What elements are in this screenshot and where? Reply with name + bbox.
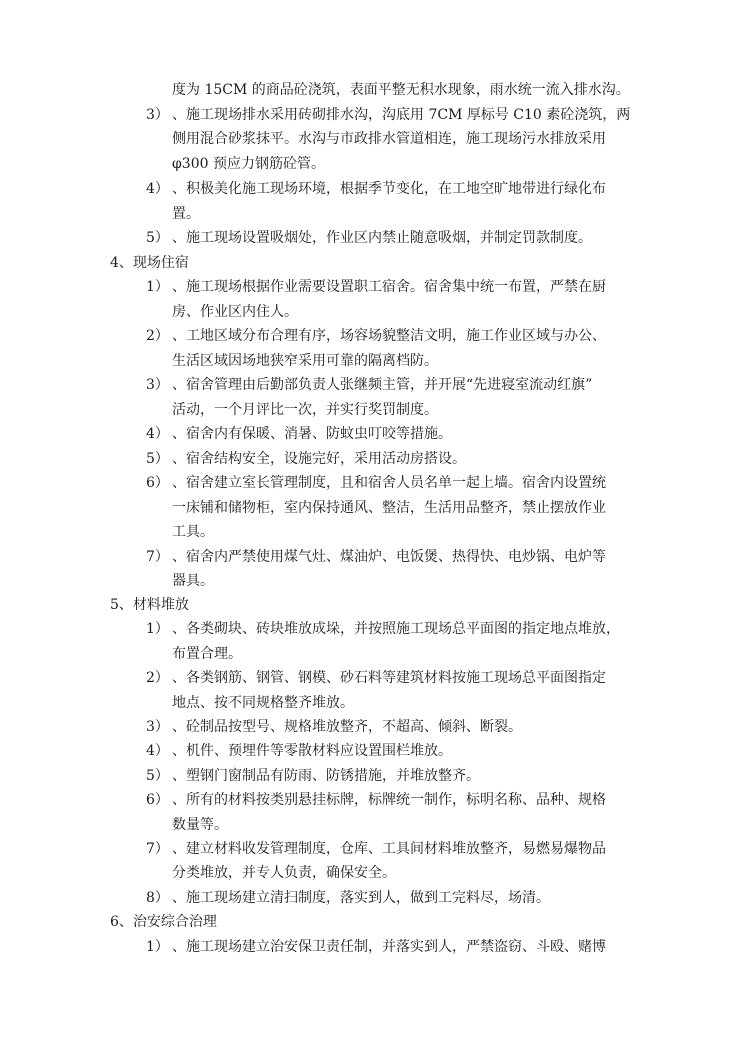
item-number: 7） — [146, 841, 169, 857]
item-number: 3） — [146, 719, 169, 735]
line-text: 数量等。 — [172, 817, 228, 833]
line-text: 、宿舍内严禁使用煤气灶、煤油炉、电饭煲、热得快、电炒锅、电炉等 — [172, 549, 606, 565]
item-number: 4） — [146, 181, 169, 197]
line-text: 、建立材料收发管理制度，仓库、工具间材料堆放整齐，易燃易爆物品 — [172, 841, 606, 857]
line-text: 、施工现场建立治安保卫责任制，并落实到人，严禁盗窃、斗殴、赌博 — [172, 939, 606, 955]
line-text: φ300 预应力钢筋砼管。 — [172, 156, 325, 172]
line-text: 侧用混合砂浆抹平。水沟与市政排水管道相连，施工现场污水排放采用 — [172, 131, 606, 147]
item-number: 8） — [146, 890, 169, 906]
item-number: 4） — [146, 426, 169, 442]
line-text: 、施工现场设置吸烟处，作业区内禁止随意吸烟，并制定罚款制度。 — [172, 230, 592, 246]
section-heading-text: 4、现场住宿 — [110, 255, 189, 271]
section-heading-text: 6、治安综合治理 — [110, 914, 217, 930]
item-number: 5） — [146, 230, 169, 246]
line-text: 、砼制品按型号、规格堆放整齐，不超高、倾斜、断裂。 — [172, 719, 522, 735]
line-text: 布置合理。 — [172, 646, 242, 662]
line-text: 房、作业区内住人。 — [172, 304, 298, 320]
item-number: 1） — [146, 279, 169, 295]
line-text: 、机件、预埋件等零散材料应设置围栏堆放。 — [172, 743, 452, 759]
line-text: 、宿舍建立室长管理制度，且和宿舍人员名单一起上墙。宿舍内设置统 — [172, 475, 606, 491]
line-text: 、宿舍管理由后勤部负责人张继频主管，并开展“先进寝室流动红旗” — [172, 377, 593, 393]
line-text: 、施工现场排水采用砖砌排水沟，沟底用 7CM 厚标号 C10 素砼浇筑，两 — [172, 107, 631, 123]
item-number: 1） — [146, 939, 169, 955]
line-text: 、所有的材料按类别悬挂标牌，标牌统一制作，标明名称、品种、规格 — [172, 792, 606, 808]
line-text: 、施工现场根据作业需要设置职工宿舍。宿舍集中统一布置，严禁在厨 — [172, 279, 606, 295]
line-text: 生活区域因场地狭窄采用可靠的隔离档防。 — [172, 353, 438, 369]
item-number: 7） — [146, 549, 169, 565]
item-number: 6） — [146, 792, 169, 808]
line-text: 、工地区域分布合理有序，场容场貌整洁文明，施工作业区域与办公、 — [172, 328, 606, 344]
line-text: 、各类钢筋、钢管、钢模、砂石料等建筑材料按施工现场总平面图指定 — [172, 670, 606, 686]
line-text: 、塑钢门窗制品有防雨、防锈措施，并堆放整齐。 — [172, 768, 480, 784]
line-text: 度为 15CM 的商品砼浇筑，表面平整无积水现象，雨水统一流入排水沟。 — [172, 82, 630, 98]
line-text: 、施工现场建立清扫制度，落实到人，做到工完料尽，场清。 — [172, 890, 550, 906]
line-text: 置。 — [172, 206, 200, 222]
item-number: 4） — [146, 743, 169, 759]
line-text: 、宿舍结构安全，设施完好，采用活动房搭设。 — [172, 451, 466, 467]
line-text: 活动，一个月评比一次，并实行奖罚制度。 — [172, 402, 438, 418]
item-number: 5） — [146, 451, 169, 467]
line-text: 工具。 — [172, 524, 214, 540]
item-number: 1） — [146, 621, 169, 637]
line-text: 、积极美化施工现场环境，根据季节变化，在工地空旷地带进行绿化布 — [172, 181, 606, 197]
item-number: 5） — [146, 768, 169, 784]
item-number: 3） — [146, 107, 169, 123]
item-number: 6） — [146, 475, 169, 491]
line-text: 器具。 — [172, 573, 214, 589]
line-text: 、宿舍内有保暖、消暑、防蚊虫叮咬等措施。 — [172, 426, 452, 442]
line-text: 分类堆放，并专人负责，确保安全。 — [172, 865, 396, 881]
line-text: 、各类砌块、砖块堆放成垛，并按照施工现场总平面图的指定地点堆放， — [172, 621, 620, 637]
line-text: 地点、按不同规格整齐堆放。 — [172, 695, 354, 711]
item-number: 2） — [146, 328, 169, 344]
line-text: 一床铺和储物柜，室内保持通风、整洁，生活用品整齐，禁止摆放作业 — [172, 500, 606, 516]
item-number: 3） — [146, 377, 169, 393]
section-heading-text: 5、材料堆放 — [110, 597, 189, 613]
item-number: 2） — [146, 670, 169, 686]
